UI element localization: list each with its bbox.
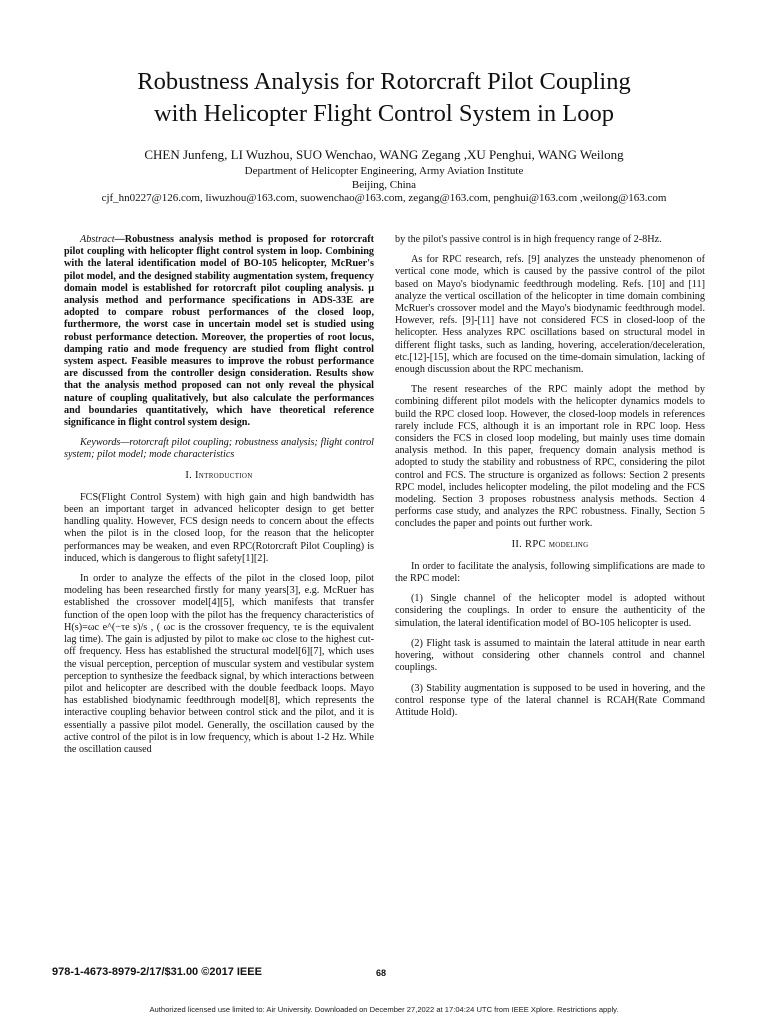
right-column <box>395 234 705 727</box>
location: Beijing, China <box>351 178 417 191</box>
section-heading-introduction: I. Introduction <box>185 469 253 481</box>
keywords: Keywords—rotorcraft pilot coupling; robustness analysis; flight control system; pilot model; mode characteristics <box>64 437 374 461</box>
simplification-3: (3) Stability augmentation is supposed to be used in hovering, and the control response type of the lateral channel is RCAH(Rate Command Attitude Hold). <box>395 682 705 718</box>
section-heading-rpc-modeling: II. RPC modeling <box>511 538 589 550</box>
title-line-2: with Helicopter Flight Control System in Loop <box>153 100 615 127</box>
left-column <box>64 234 374 764</box>
abstract-label: Abstract <box>80 234 115 245</box>
continued-paragraph: by the pilot's passive control is in high frequency range of 2-8Hz. <box>395 234 662 245</box>
title-line-1: Robustness Analysis for Rotorcraft Pilot Coupling <box>137 68 631 95</box>
intro-paragraph-1: FCS(Flight Control System) with high gain and high bandwidth has been an important target in advanced helicopter design to get better handling quality. However, FCS design needs to concern about the effects when the pilot is in the closed loop, for the reason that the helicopter performances may be weaken, and even RPC(Rotorcraft Pilot Coupling) is induced, which is dangerous to flight safety[1][2]. <box>64 491 374 564</box>
department: Department of Helicopter Engineering, Army Aviation Institute <box>244 165 524 177</box>
email-list: cjf_hn0227@126.com, liwuzhou@163.com, suowenchao@163.com, zegang@163.com, penghui@163.com ,weilong@163.com <box>101 192 667 204</box>
simplifications-intro: In order to facilitate the analysis, following simplifications are made to the RPC model: <box>395 560 705 585</box>
recent-research-paragraph: The resent researches of the RPC mainly adopt the method by combining different pilot models with the helicopter dynamics models to build the RPC closed loop. However, the closed-loop models in references rarely include FCS, although it is an important role in RPC loop. Hess considers the FCS in closed loop modeling, but mainly uses time domain analysis method. In this paper, frequency domain analysis method is adopted to study the stability and robustness of RPC, considering the pilot control and FCS. The structure is organized as follows: Section 2 presents RPC model, includes helicopter modeling, the pilot modeling and the FCS modeling. Section 3 proposes robustness analysis methods. Section 4 performs case study, and analyzes the RPC robustness. Finally, Section 5 concludes the paper and points out further work. <box>395 384 705 530</box>
isbn-copyright: 978-1-4673-8979-2/17/$31.00 ©2017 IEEE <box>52 966 262 978</box>
paper-title <box>40 66 728 130</box>
abstract-text: —Robustness analysis method is proposed for rotorcraft pilot coupling with helicopter flight control system in loop. Combining with the lateral identification model of BO-105 helicopter, McRuer's pilot model, and the designed stability augmentation system, frequency domain model is established for rotorcraft pilot coupling analysis. μ analysis method and performance specifications in ADS-33E are adopted to compare robust performances of the closed loop, furthermore, the worst case in uncertain model set is studied using robust performance detection. Moreover, the properties of root locus, damping ratio and mode frequency are studied from flight control system aspect. Feasible measures to improve the robust performance are discussed from the controller design consideration. Results show that the analysis method proposed can not only reveal the physical nature of coupling qualitatively, but also calculate the performances and boundaries quantitatively, which have theoretical reference significance in flight control system design. <box>64 234 374 429</box>
author-list: CHEN Junfeng, LI Wuzhou, SUO Wenchao, WANG Zegang ,XU Penghui, WANG Weilong <box>144 147 624 162</box>
simplification-2: (2) Flight task is assumed to maintain the lateral attitude in near earth hovering, without considering other channels control and channel couplings. <box>395 637 705 674</box>
affiliation-block <box>30 165 738 206</box>
license-notice: Authorized licensed use limited to: Air University. Downloaded on December 27,2022 at 17:04:24 UTC from IEEE Xplore. Restrictions apply. <box>149 1005 619 1014</box>
abstract-paragraph <box>64 234 374 429</box>
rpc-research-paragraph: As for RPC research, refs. [9] analyzes the unsteady phenomenon of vertical cone mode, which is caused by the passive control of the pilot based on Mayo's biodynamic feedthrough modeling. Refs. [10] and [11] analyze the vertical oscillation of the helicopter in time domain combining McRuer's crossover model and the Mayo's biodynamic feedthrough model. However, refs. [9]-[11] have not considered FCS in closed-loop of the helicopter. Hess analyzes RPC oscillations based on structural model in different flight tasks, such as landing, hovering, acceleration/deceleration, etc.[12]-[15], which are focused on the time-domain simulation, lacking of enough discussion about the RPC mechanism. <box>395 254 705 376</box>
page-number: 68 <box>376 968 387 978</box>
intro-paragraph-2: In order to analyze the effects of the pilot in the closed loop, pilot modeling has been researched firstly for many years[3], e.g. McRuer has established the crossover model[4][5], which manifests that transfer function of the open loop with the pilot has the frequency characteristics of H(s)=ωc e^(−τe s)/s , ( ωc is the crossover frequency, τe is the equivalent lag time). The gain is adjusted by pilot to make ωc close to the highest cut-off frequency. Hess has established the structural model[6][7], which uses the visual perception, perception of muscular system and vestibular system perception to synthesize the feedback signal, by which interactions between pilot and helicopter are described with the double feedback loops. Mayo has established biodynamic feedthrough model[8], which represents the interactive coupling behavior between control stick and the pilot, and it is essentially a passive pilot model. Generally, the oscillation caused by the active control of the pilot is in low frequency, which is about 1-2 Hz. While the oscillation caused <box>64 573 374 755</box>
simplification-1: (1) Single channel of the helicopter model is adopted without considering the couplings. In order to ensure the authenticity of the simulation, the lateral identification model of BO-105 helicopter is used. <box>395 593 705 629</box>
